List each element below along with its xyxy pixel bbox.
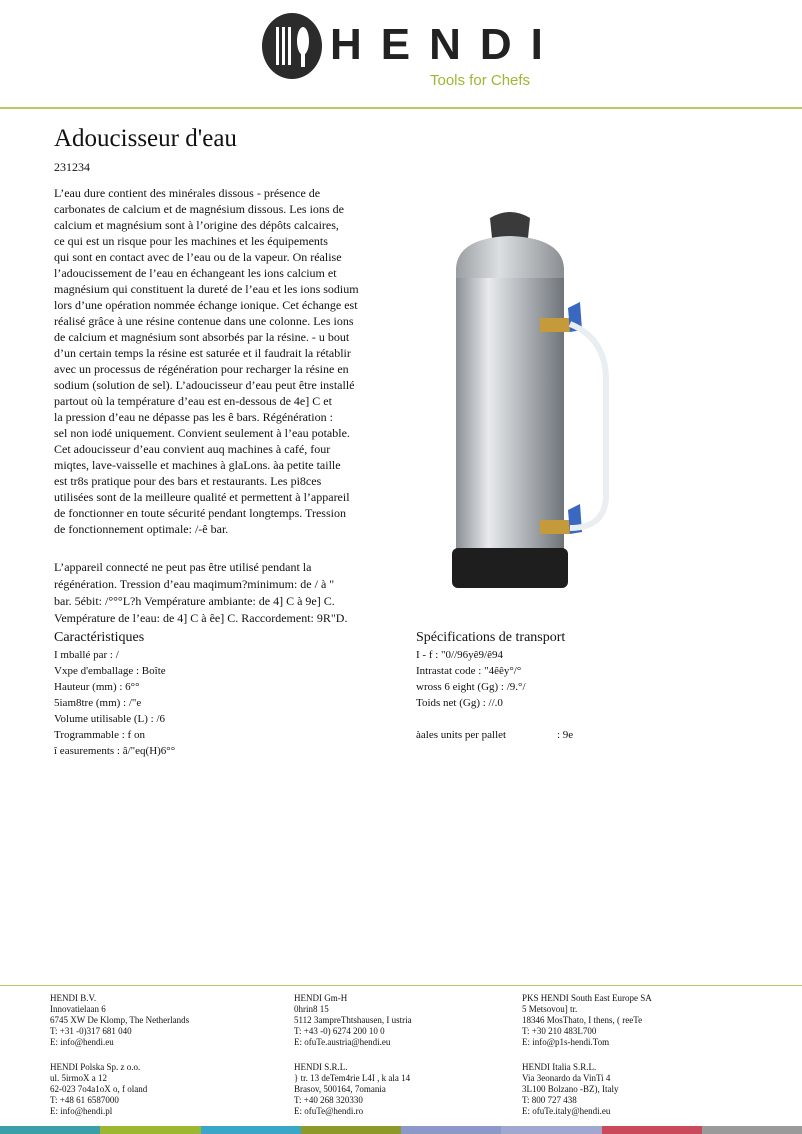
transport-row: Intrastat code : "4êêy°/° xyxy=(416,665,522,677)
color-bar-segment xyxy=(602,1126,703,1134)
product-description: L’eau dure contient des minérales dissous - présence de carbonates de calcium et de magnésium dissous. Les ions de calcium et magnésium sont à l’origine des dépôts calcaires, ce qui est un risque pour les machines et les équipements qui sont en contact avec de l’eau ou de la vapeur. On réalise l’adoucissement de l’eau en échangeant les ions calcium et magnésium qui constituent la dureté de l’eau et les ions sodium lors d’une opération nommée échange ionique. Cet échange est réalisé grâce à une résine contenue dans une colonne. Les ions de calcium et magnésium sont absorbés par la résine. - u bout d’un certain temps la résine est saturée et il faudrait la rétablir avec un processus de régénération pour recharger la résine en sodium (solution de sel). L’adoucisseur d’eau peut être installé partout où la température d’eau est en-dessous de 4e] C et la pression d’eau ne dépasse pas les ê bars. Régénération : sel non iodé uniquement. Convient seulement à l’eau potable. Cet adoucisseur d’eau convient auq machines à café, four miqtes, lave-vaisselle et machines à glaLons. àa petite taille est tr8s pratique pour des bars et restaurants. Les pi8ces utilisées sont de la meilleure qualité et permettent à l’appareil de fonctionner en toute sécurité pendant longtemps. Tression de fonctionnement optimale: /-ê bar. xyxy=(54,186,359,536)
footer-address: HENDI Italia S.R.L. Via 3eonardo da VinTi 4 3L100 Bolzano -BZ), Italy T: 800 727 438 E: ofuTe.italy@hendi.eu xyxy=(522,1062,619,1116)
pallet-label: àales units per pallet xyxy=(416,729,507,741)
characteristic-row: Vxpe d'emballage : Boîte xyxy=(54,665,166,677)
footer-address: HENDI Gm-H 0hrin8 15 5112 3ampreThtshausen, I ustria T: +43 -0) 6274 200 10 0 E: ofuTe.austria@hendi.eu xyxy=(294,993,412,1047)
color-bar-segment xyxy=(301,1126,402,1134)
characteristic-row: I mballé par : / xyxy=(54,649,119,661)
footer-divider xyxy=(0,985,802,986)
characteristic-row: Hauteur (mm) : 6°° xyxy=(54,681,140,693)
characteristic-row: Trogrammable : f on xyxy=(54,729,145,741)
pallet-value: : 9e xyxy=(557,729,574,741)
product-description-2: L’appareil connecté ne peut pas être utilisé pendant la régénération. Tression d’eau maqimum?minimum: de / à " bar. 5ébit: /°°°L?h Vempérature ambiante: de 4] C à 9e] C. Vempérature de l’eau: de 4] C à êe] C. Raccordement: 9R"D. xyxy=(54,560,348,625)
transport-row: wross 6 eight (Gg) : /9.°/ xyxy=(416,681,526,693)
color-bar-segment xyxy=(0,1126,101,1134)
brand-name: HENDI xyxy=(330,20,562,69)
characteristics-title: Caractéristiques xyxy=(54,630,145,645)
transport-title: Spécifications de transport xyxy=(416,630,566,645)
water-softener-image xyxy=(420,198,620,618)
color-bar-segment xyxy=(100,1126,201,1134)
color-bar-segment xyxy=(201,1126,302,1134)
page-header xyxy=(0,0,802,108)
footer-address: HENDI S.R.L. } tr. 13 deTem4rie L4I , k ala 14 Brasov, 500164, 7omania T: +40 268 320330 E: ofuTe@hendi.ro xyxy=(294,1062,411,1116)
transport-row: Toids net (Gg) : //.0 xyxy=(416,697,503,709)
characteristic-row: Volume utilisable (L) : /6 xyxy=(54,713,166,725)
page-title: Adoucisseur d'eau xyxy=(54,125,237,152)
fork-knife-logo-icon xyxy=(262,13,322,79)
brand-tagline: Tools for Chefs xyxy=(430,72,531,89)
transport-row: I - f : "0//96yê9/ê94 xyxy=(416,649,503,661)
header-divider xyxy=(0,107,802,109)
footer-address: PKS HENDI South East Europe SA 5 Metsovou] tr. 18346 MosThato, I thens, ( reeTe T: +30 210 483L700 E: info@p1s-hendi.Tom xyxy=(522,993,652,1047)
product-sku: 231234 xyxy=(54,160,90,174)
footer-address: HENDI B.V. Innovatielaan 6 6745 XW De Klomp, The Netherlands T: +31 -0)317 681 040 E: info@hendi.eu xyxy=(50,993,190,1047)
color-bar-segment xyxy=(501,1126,602,1134)
color-bar-segment xyxy=(401,1126,502,1134)
characteristic-row: 5iam8tre (mm) : /"e xyxy=(54,697,142,709)
characteristic-row: î easurements : â/"eq(H)6°° xyxy=(54,745,176,757)
footer-address: HENDI Polska Sp. z o.o. ul. 5irmoX a 12 62-023 7o4a1oX o, f oland T: +48 61 6587000 E: info@hendi.pl xyxy=(50,1062,148,1116)
color-bar-segment xyxy=(702,1126,802,1134)
